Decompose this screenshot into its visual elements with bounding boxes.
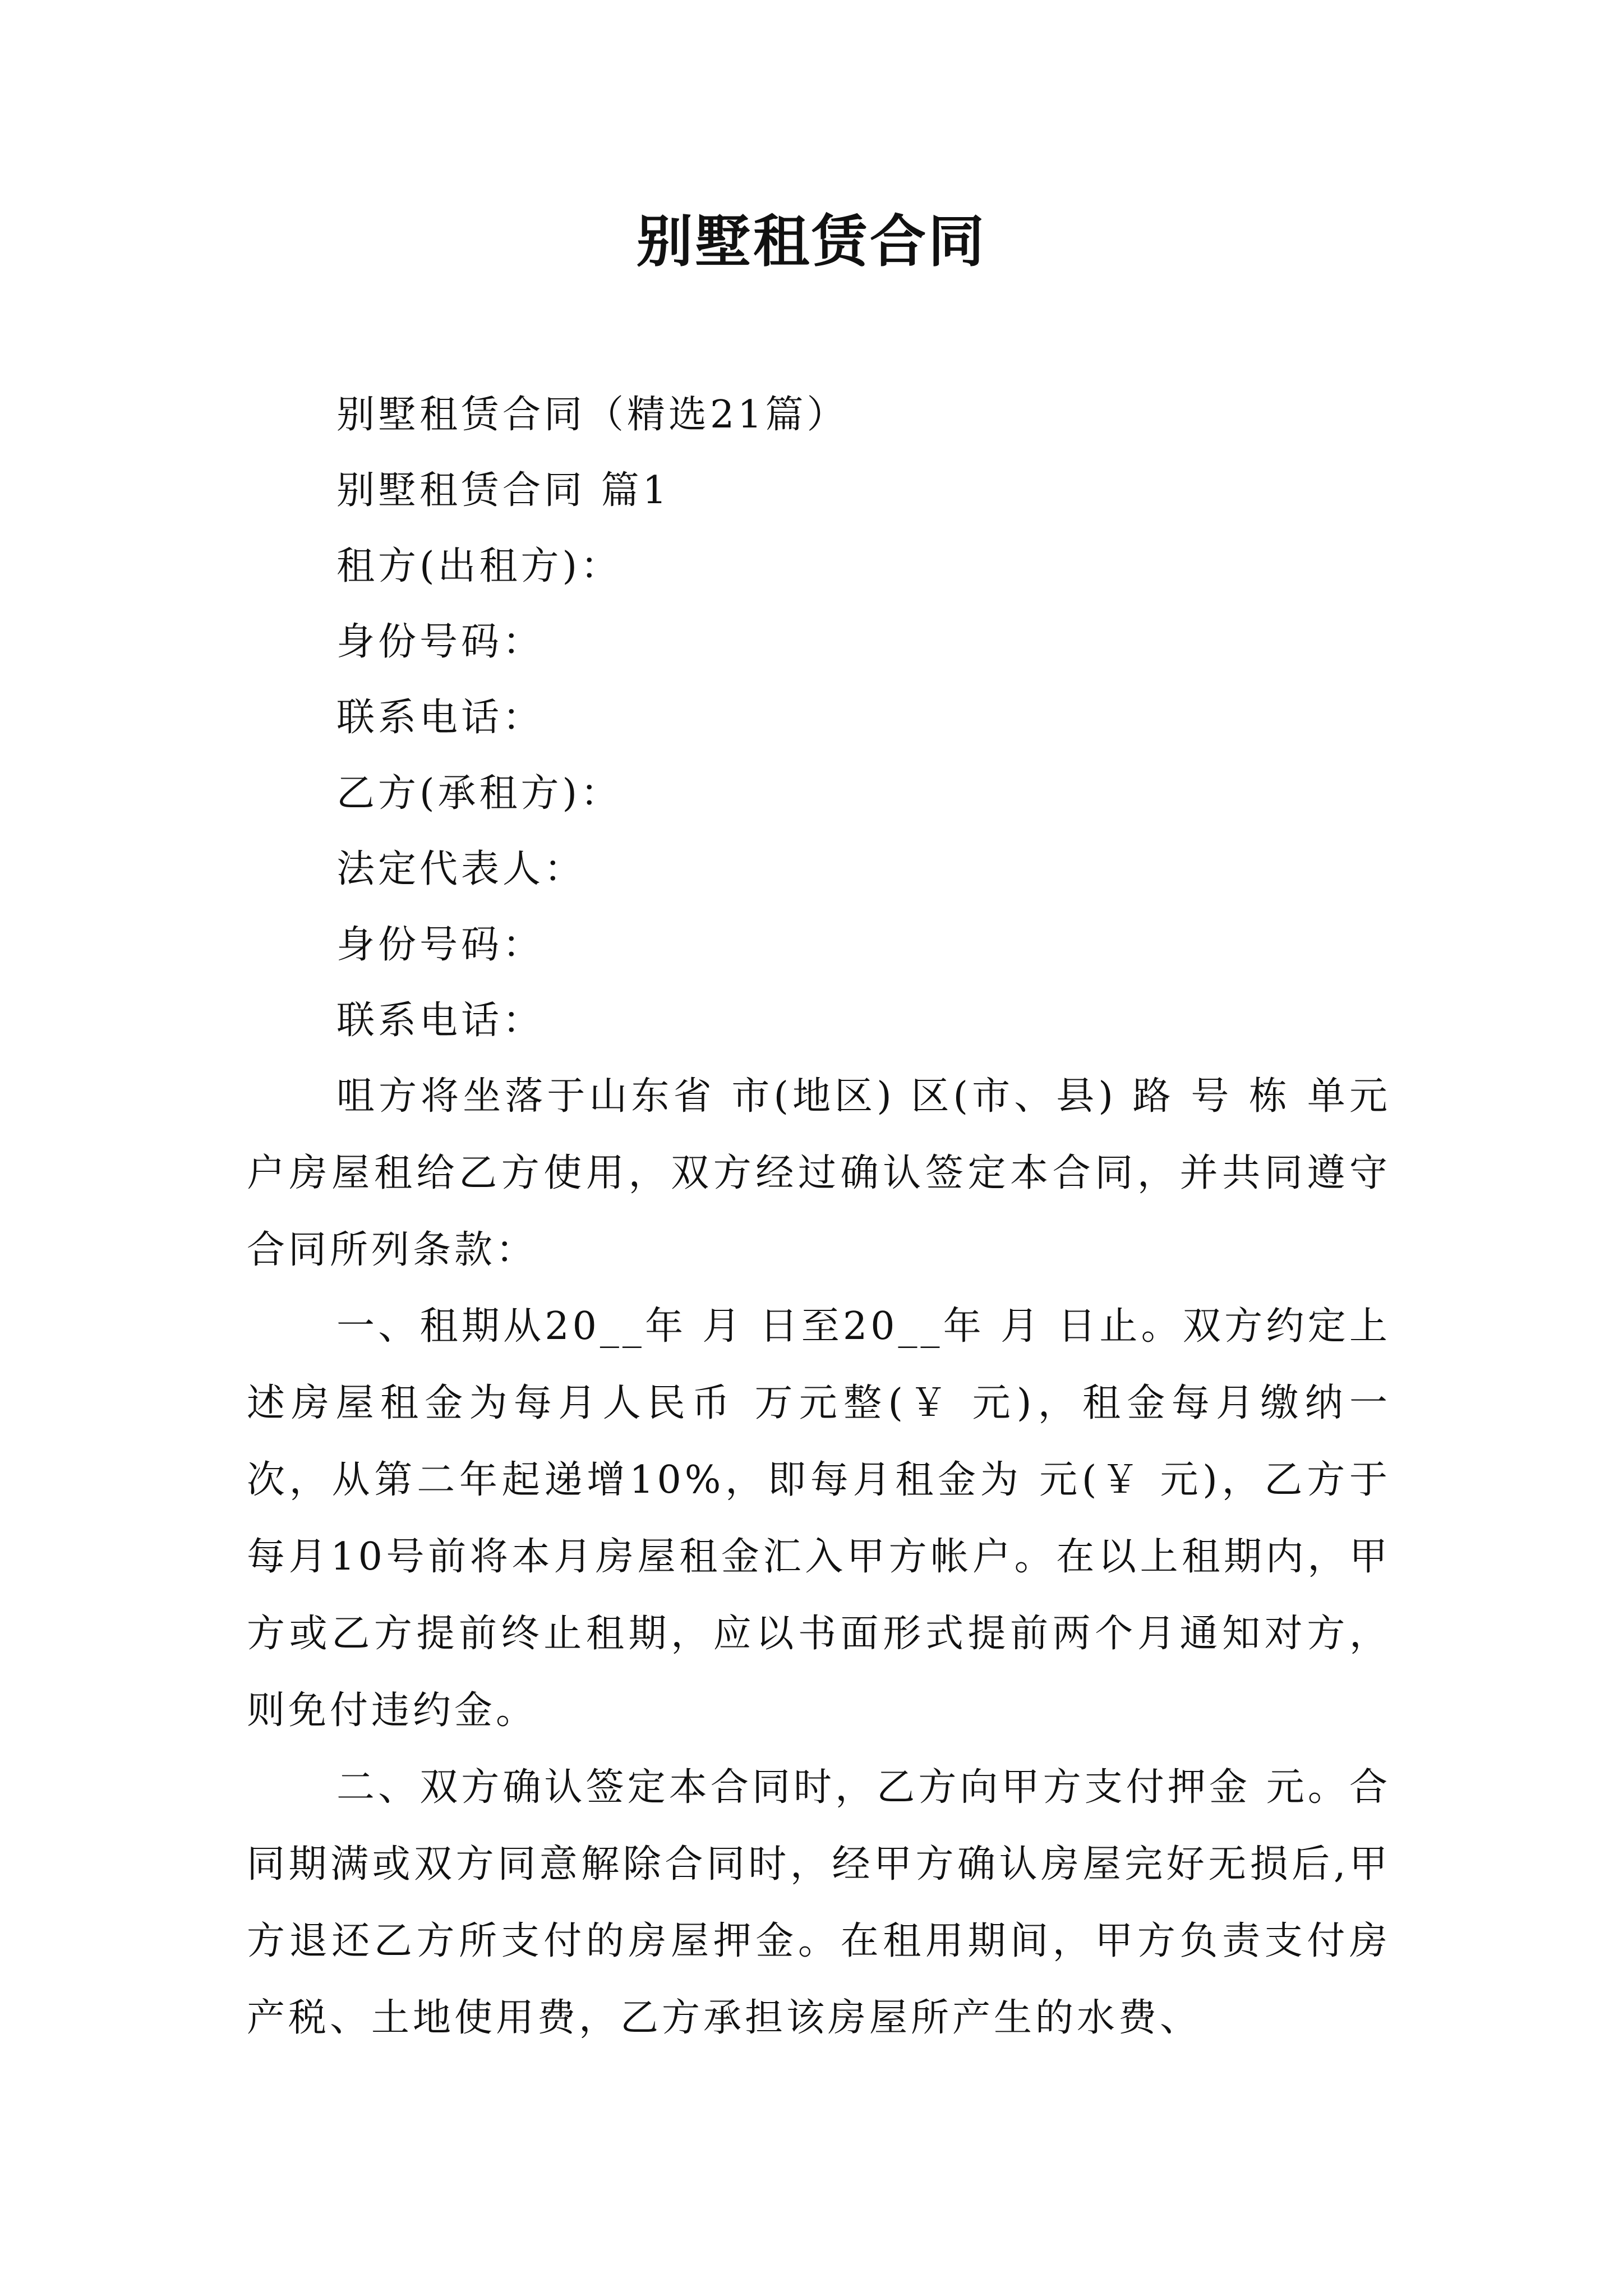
field-lessee-id-number: 身份号码： [336,923,545,967]
paragraph-preamble: 咀方将坐落于山东省 市(地区) 区(市、县) 路 号 栋 单元 户房屋租给乙方使用，双方经过确认签定本合同，并共同遵守合同所列条款： [247,1074,1391,1272]
paragraph-clause-1: 一、租期从20__年 月 日至20__年 月 日止。双方约定上述房屋租金为每月人民币 万元整(￥ 元)，租金每月缴纳一次，从第二年起递增10%，即每月租金为 元(￥ 元)，乙方于每月10号前将本月房屋租金汇入甲方帐户。在以上租期内，甲方或乙方提前终止租期，应以书面形式提前两个月通知对方，则免付违约金。 [247,1304,1391,1733]
document-title: 别墅租赁合同 [637,208,986,274]
paragraph-clause-2: 二、双方确认签定本合同时，乙方向甲方支付押金 元。合同期满或双方同意解除合同时，经甲方确认房屋完好无损后,甲方退还乙方所支付的房屋押金。在租用期间，甲方负责支付房产税、土地使用费，乙方承担该房屋所产生的水费、 [247,1765,1391,2040]
field-lessor-id-number: 身份号码： [336,620,545,664]
section-heading: 别墅租赁合同 篇1 [336,468,670,513]
field-legal-representative: 法定代表人： [336,847,586,891]
field-lessor-phone: 联系电话： [336,696,545,740]
document-subtitle: 别墅租赁合同（精选21篇） [336,393,849,437]
field-lessee: 乙方(承租方)： [336,771,623,816]
field-lessee-phone: 联系电话： [336,999,545,1043]
field-lessor: 租方(出租方)： [336,544,623,588]
